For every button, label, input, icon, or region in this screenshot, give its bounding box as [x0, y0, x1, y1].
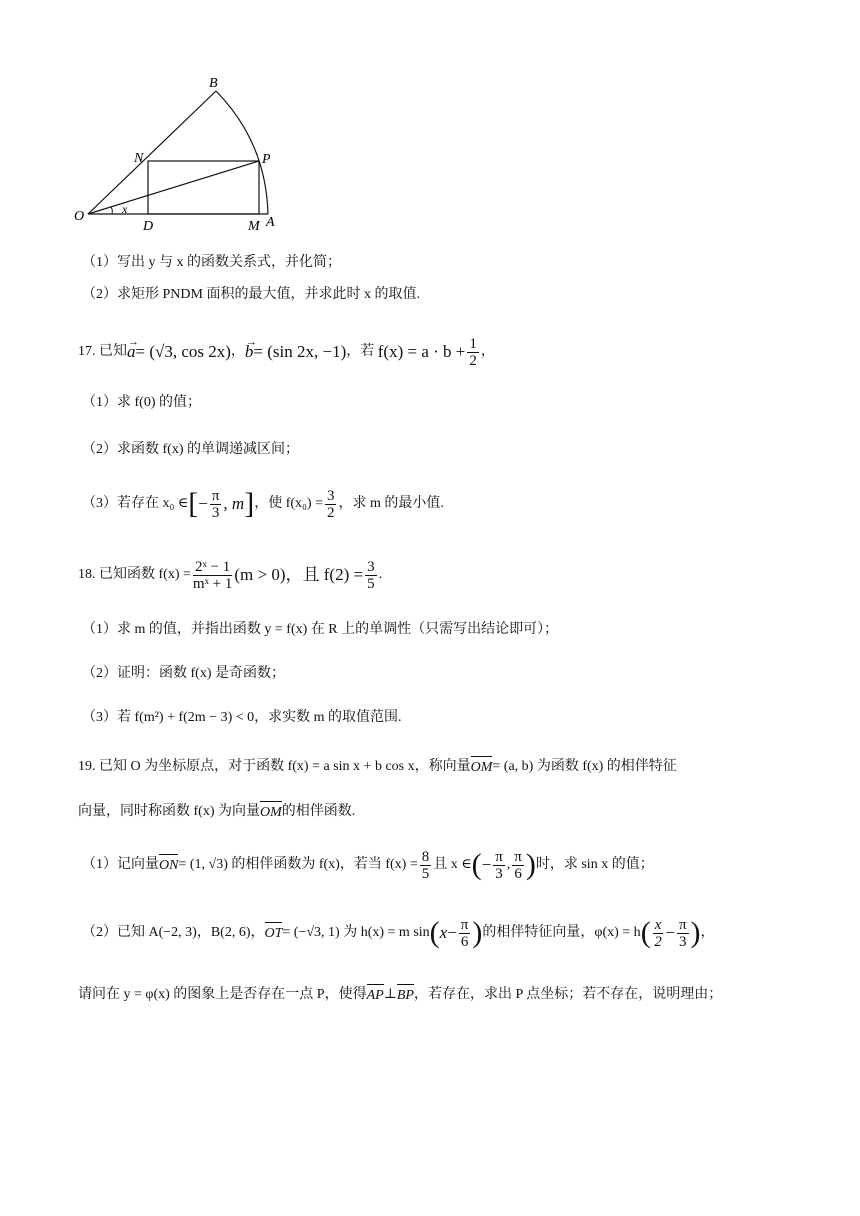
vector-a: → a — [127, 342, 136, 362]
fraction-pi-6: $\frac{\pi}{6}$ — [514, 848, 522, 882]
vector-b-def: = (sin 2x, −1) — [253, 342, 347, 361]
q19-line2: 向量，同时称函数 f(x) 为向量 OM 的相伴函数. — [78, 797, 355, 827]
segment-ob — [88, 91, 216, 214]
label-d: D — [143, 219, 154, 234]
fraction-3-2: $\frac{3}{2}$ — [326, 487, 335, 521]
vector-ap: AP — [367, 984, 384, 1006]
geometry-figure — [70, 72, 290, 242]
q19-part1: （1）记向量 ON = (1, √3) 的相伴函数为 f(x)，若当 f(x) = $\frac{8}{5}$ 且 x ∈ ( − $\frac{\pi}{3}$ , $\frac{\pi}{6}$ ) 时，求 sin x 的值； — [82, 848, 654, 882]
q16-part1: （1）写出 y 与 x 的函数关系式，并化简； — [82, 255, 341, 270]
segment-op — [88, 161, 259, 214]
label-b: B — [209, 76, 218, 91]
q19-last-line: 请问在 y = φ(x) 的图象上是否存在一点 P，使得 AP ⊥ BP ，若存在，求出 P 点坐标；若不存在，说明理由； — [78, 980, 722, 1010]
q17-number: 17. — [78, 344, 96, 359]
label-x: x — [122, 202, 128, 216]
bracket-right: ] — [244, 487, 255, 520]
label-o: O — [74, 209, 85, 224]
q17-f-def: f(x) = a · b + — [377, 342, 466, 361]
fraction-f-def: $\frac{\text{2ˣ − 1}}{\text{mˣ + 1}}$ — [192, 558, 233, 592]
label-m: M — [248, 219, 260, 234]
fraction-8-5: $\frac{8}{5}$ — [421, 848, 430, 882]
q17-part2: （2）求函数 f(x) 的单调递减区间； — [82, 442, 299, 457]
q18-number: 18. — [78, 567, 96, 582]
q17-part3: （3）若存在 x₀ ∈ [ − $\frac{\pi}{3}$ , m ] ，使 f(x₀) = $\frac{3}{2}$ ，求 m 的最小值. — [82, 487, 444, 521]
label-n: N — [134, 151, 144, 166]
q19-number: 19. — [78, 759, 96, 774]
arc-ba — [216, 91, 268, 214]
q17-intro: 已知 — [99, 344, 127, 359]
fraction-half: $\frac{1}{2}$ — [469, 335, 477, 369]
q19-line1: 19. 已知 O 为坐标原点，对于函数 f(x) = a sin x + b cos x，称向量 OM = (a, b) 为函数 f(x) 的相伴特征 — [78, 752, 677, 782]
q17-part1: （1）求 f(0) 的值； — [82, 395, 201, 410]
fraction-x-2: $\frac{x}{2}$ — [654, 916, 662, 950]
label-p: P — [262, 152, 271, 167]
fraction-pi-3-b: $\frac{\pi}{3}$ — [495, 848, 503, 882]
vector-om: OM — [471, 756, 493, 778]
vector-ot: OT — [265, 922, 283, 944]
vector-on: ON — [159, 854, 178, 876]
vector-a-def: = (√3, cos 2x) — [135, 342, 231, 361]
q18-part2: （2）证明：函数 f(x) 是奇函数； — [82, 666, 285, 681]
vector-om-2: OM — [260, 801, 282, 823]
q18-stem: 18. 已知函数 f(x) = $\frac{\text{2ˣ − 1}}{\text{mˣ + 1}}$ (m > 0)，且 f(2) = $\frac{3}{5}$ . — [78, 558, 383, 592]
q18-part3: （3）若 f(m²) + f(2m − 3) < 0，求实数 m 的取值范围. — [82, 710, 402, 725]
vector-bp: BP — [397, 984, 414, 1006]
fraction-pi-6-b: $\frac{\pi}{6}$ — [460, 916, 469, 950]
label-a: A — [266, 215, 275, 230]
fraction-pi-3-c: $\frac{\pi}{3}$ — [678, 916, 687, 950]
rect-pndm — [148, 161, 259, 214]
q17-stem: 17. 已知 → a = (√3, cos 2x) ， → b = (sin 2x, −1) ，若 f(x) = a · b + $\frac{1}{2}$ ， — [78, 332, 495, 372]
q19-part2: （2）已知 A(−2, 3)，B(2, 6)， OT = (−√3, 1) 为 h(x) = m sin ( x − $\frac{\pi}{6}$ ) 的相伴特征向量，φ(x) = h ( $\frac{x}{2}$ − $\frac{\pi}{3}$ ) ， — [82, 916, 715, 950]
fraction-3-5: $\frac{3}{5}$ — [367, 558, 375, 592]
q17-cond: ，若 — [346, 344, 375, 359]
angle-mark — [111, 207, 112, 214]
q16-part2: （2）求矩形 PNDM 面积的最大值，并求此时 x 的取值. — [82, 287, 420, 302]
vector-b: → b — [245, 342, 254, 362]
q18-part1: （1）求 m 的值，并指出函数 y = f(x) 在 R 上的单调性（只需写出结论即可）； — [82, 622, 559, 637]
fraction-pi-3: $\frac{\pi}{3}$ — [211, 487, 220, 521]
bracket-left: [ — [188, 487, 199, 520]
